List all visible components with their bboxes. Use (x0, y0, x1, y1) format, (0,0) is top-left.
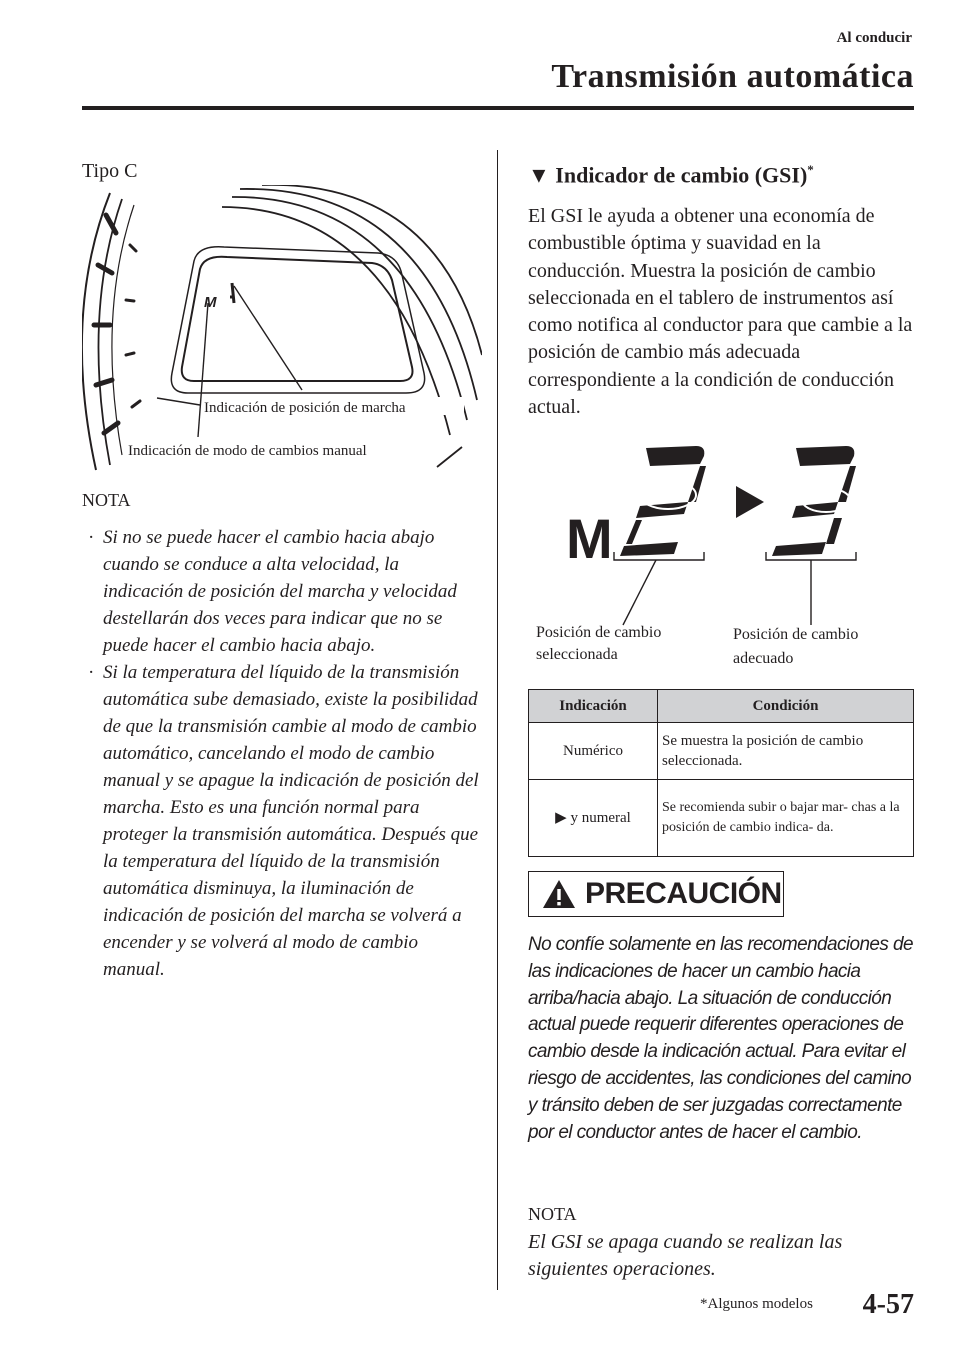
triangle-down-icon: ▼ (528, 162, 550, 188)
figure-title: Tipo C (82, 160, 138, 182)
suitable-position-label-1: Posición de cambio (733, 626, 859, 643)
play-arrow-icon: ▶ (555, 810, 567, 826)
section-title: ▼ Indicador de cambio (GSI)* (528, 162, 814, 188)
note-list (88, 524, 480, 983)
gsi-table (528, 689, 914, 857)
gsi-mode-letter: M (566, 507, 613, 570)
note-heading-2: NOTA (528, 1204, 577, 1224)
header-rule (82, 106, 914, 110)
caution-body: No confíe solamente en las recomendaciones de las indicaciones de hacer un cambio hacia arriba/hacia abajo. La situación de conducción actual puede requerir diferentes operaciones de cambio desde la indicación actual. Para evitar el riesgo de accidentes, las condiciones del camino y tránsito deben de ser juzgadas correctamente por el conductor antes de hacer el cambio. (528, 934, 913, 1143)
column-divider (497, 150, 498, 1290)
table-row (529, 780, 914, 857)
header-section: Al conducir (836, 30, 912, 46)
page-number: 4-57 (862, 1289, 914, 1320)
table-cell: Se muestra la posición de cambio seleccionada. (658, 723, 914, 780)
suitable-position-label-2: adecuado (733, 650, 794, 667)
table-cell: ▶ y numeral (529, 780, 658, 857)
table-cell: Se recomienda subir o bajar mar- chas a la posición de cambio indica- da. (658, 780, 914, 857)
gauge-mode-letter: M (204, 294, 217, 311)
table-cell: Numérico (529, 723, 658, 780)
gear-position-label: Indicación de posición de marcha (204, 400, 406, 416)
table-header-indication: Indicación (529, 690, 658, 723)
table-row (529, 723, 914, 780)
manual-mode-label: Indicación de modo de cambios manual (128, 443, 367, 459)
caution-box (528, 871, 784, 917)
warning-icon (541, 878, 577, 910)
list-item: · Si la temperatura del líquido de la transmisión automática sube demasiado, existe la posibilidad de que la transmisión cambie al modo de cambio automático, cancelando el modo de cambio manual y se apague la indicación de posición del marcha. Esto es una función normal para proteger la transmisión automática. Después que la temperatura del líquido de la transmisión automática disminuya, la iluminación de indicación de posición del marcha se volverá a encender y se volverá al modo de cambio manual. (88, 662, 479, 980)
footnote: *Algunos modelos (700, 1296, 813, 1312)
table-header-condition: Condición (658, 690, 914, 723)
page-title: Transmisión automática (551, 58, 914, 95)
upshift-arrow-icon (736, 486, 764, 518)
selected-position-label-2: seleccionada (536, 646, 618, 663)
section-body: El GSI le ayuda a obtener una economía de combustible óptima y suavidad en la conducción. Muestra la posición de cambio seleccionada en el tablero de instrumentos así como notifica al conductor para que cambie a la posición de cambio más adecuada correspondiente a la condición de conducción actual. (528, 205, 913, 419)
gauge-illustration (82, 185, 482, 485)
selected-position-label-1: Posición de cambio (536, 624, 662, 641)
gsi-display-illustration (528, 440, 908, 672)
note-heading: NOTA (82, 490, 131, 510)
list-item: · Si no se puede hacer el cambio hacia abajo cuando se conduce a alta velocidad, la indicación de posición del marcha y velocidad destellarán dos veces para indicar que no se puede hacer el cambio hacia abajo. (88, 527, 457, 656)
caution-label: PRECAUCIÓN (585, 877, 782, 910)
note-body-2: El GSI se apaga cuando se realizan las siguientes operaciones. (528, 1231, 843, 1280)
